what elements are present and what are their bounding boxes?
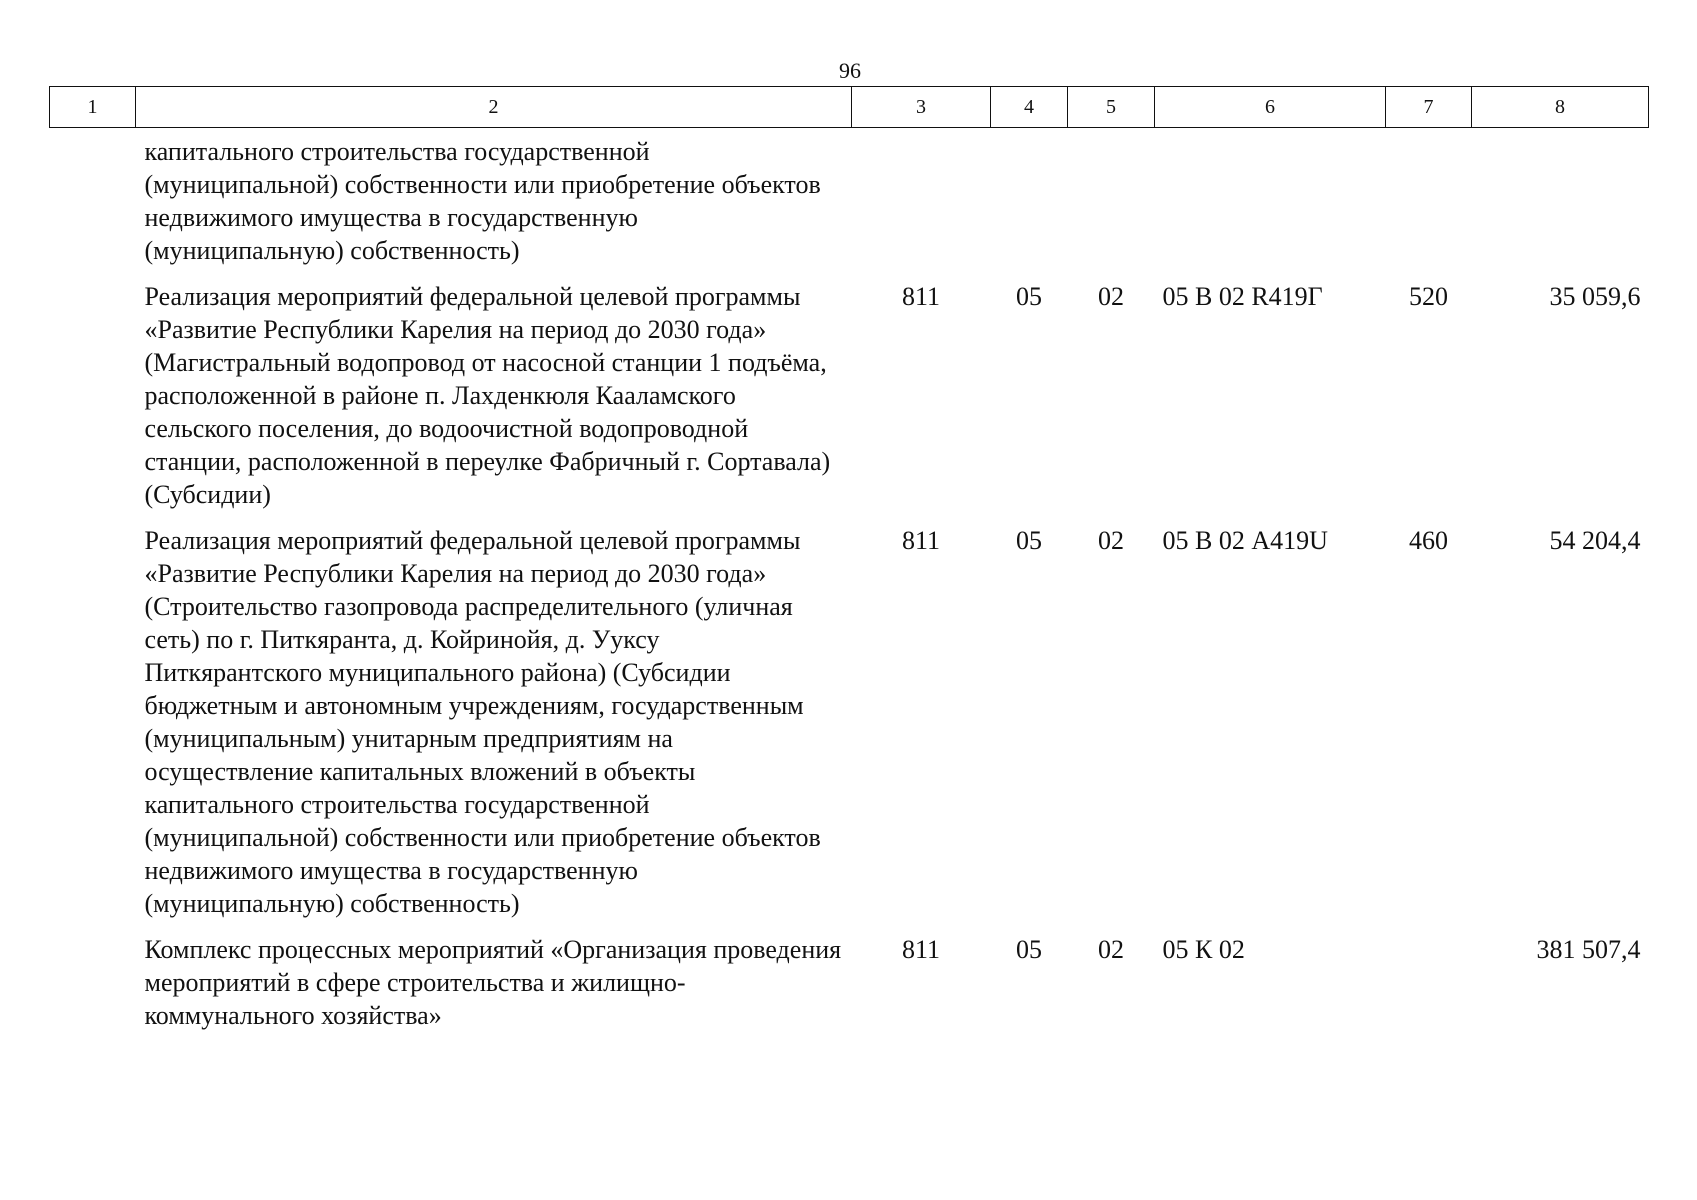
row-rz: 05 [1016,282,1042,311]
page-number: 96 [839,58,861,83]
table-row [50,128,1649,281]
row-csr [1155,128,1386,281]
row-pr: 02 [1098,282,1124,311]
table-row [50,280,1649,524]
column-header-7: 7 [1386,87,1472,128]
row-amount: 381 507,4 [1536,935,1641,964]
column-header-3: 3 [852,87,991,128]
row-name: Реализация мероприятий федеральной целевой программы «Развитие Республики Карелия на период до 2030 года» (Магистральный водопровод от насосной станции 1 подъёма, расположенной в районе п. Лахденкюля Кааламского сельского поселения, до водоочистной водопроводной станции, расположенной в переулке Фабричный г. Сортавала) (Субсидии) [144,282,831,509]
row-csr: 05 В 02 R419Г [1162,282,1323,311]
row-name: капитального строительства государственной (муниципальной) собственности или приобретение объектов недвижимого имущества в государственную (муниципальную) собственность) [144,137,821,265]
row-vr [1386,128,1472,281]
row-pr: 02 [1098,526,1124,555]
row-name: Комплекс процессных мероприятий «Организация проведения мероприятий в сфере строительства и жилищно-коммунального хозяйства» [144,935,842,1030]
row-amount [1472,128,1649,281]
row-vr: 520 [1409,282,1448,311]
row-grbs: 811 [901,935,941,964]
row-grbs: 811 [901,282,941,311]
table-header-row [50,87,1649,128]
row-grbs: 811 [901,526,941,555]
row-pr [1068,128,1155,281]
column-header-2: 2 [136,87,852,128]
row-grbs [852,128,991,281]
row-rz: 05 [1016,526,1042,555]
row-vr [1386,933,1472,1045]
column-header-8: 8 [1472,87,1649,128]
table-row [50,524,1649,933]
column-header-1: 1 [50,87,136,128]
row-amount: 54 204,4 [1549,526,1641,555]
row-name: Реализация мероприятий федеральной целевой программы «Развитие Республики Карелия на период до 2030 года» (Строительство газопровода распределительного (уличная сеть) по г. Питкяранта, д. Койринойя, д. Ууксу Питкярантского муниципального района) (Субсидии бюджетным и автономным учреждениям, государственным (муниципальным) унитарным предприятиям на осуществление капитальных вложений в объекты капитального строительства государственной (муниципальной) собственности или приобретение объектов недвижимого имущества в государственную (муниципальную) собственность) [144,526,821,918]
row-csr: 05 В 02 A419U [1162,526,1328,555]
table-row [50,933,1649,1045]
row-rz [991,128,1068,281]
row-pr: 02 [1098,935,1124,964]
row-rz: 05 [1016,935,1042,964]
row-csr: 05 К 02 [1162,935,1245,964]
row-amount: 35 059,6 [1549,282,1641,311]
column-header-6: 6 [1155,87,1386,128]
row-vr: 460 [1409,526,1448,555]
budget-table [49,86,1649,1045]
column-header-5: 5 [1068,87,1155,128]
column-header-4: 4 [991,87,1068,128]
